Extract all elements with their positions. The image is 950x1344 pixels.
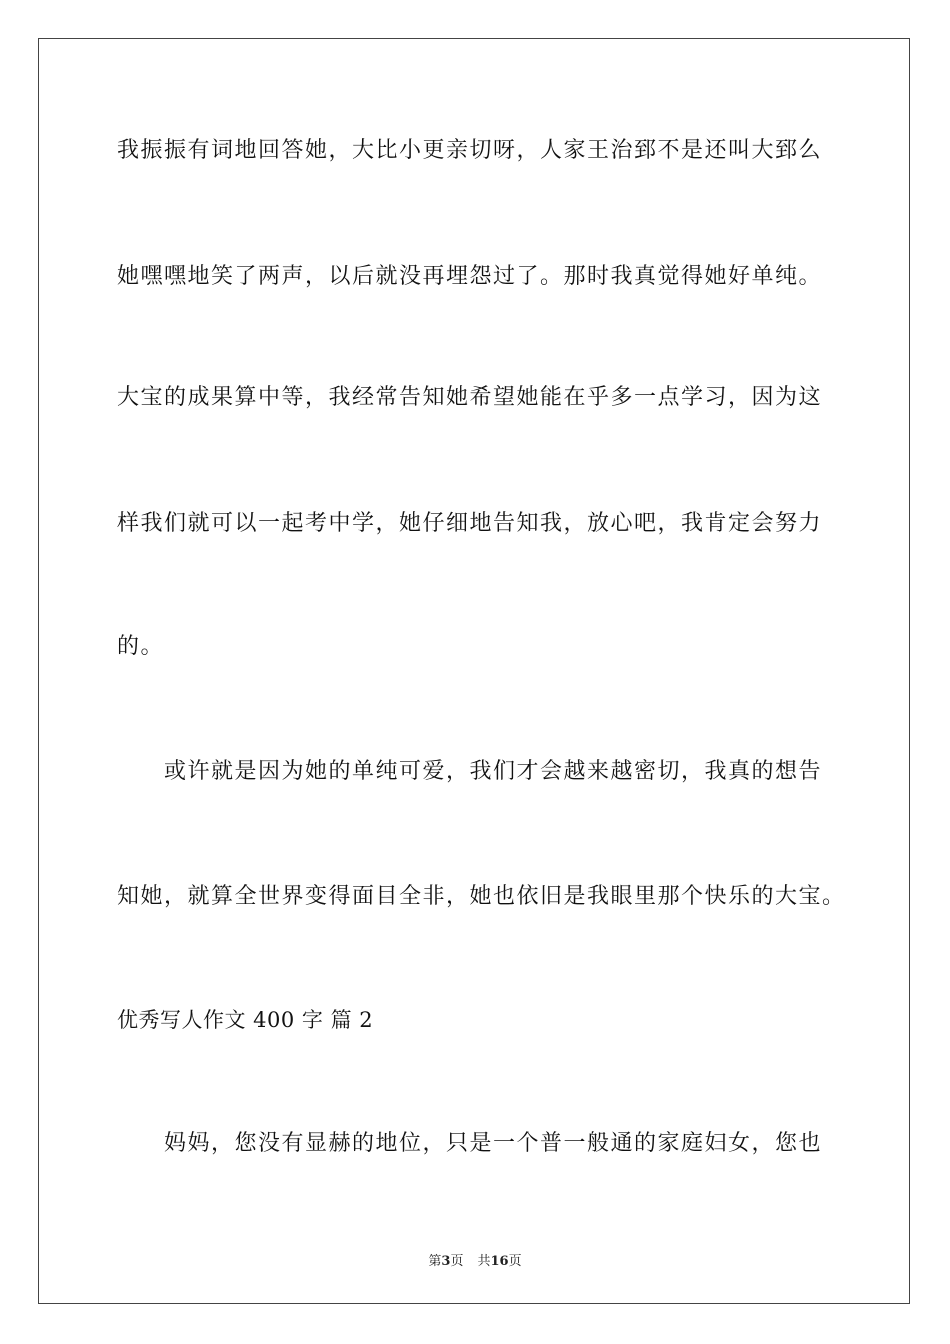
- footer-total-prefix: 共: [477, 1254, 491, 1269]
- section-heading: 优秀写人作文 400 字 篇 2: [117, 1008, 374, 1032]
- paragraph-line-2: 她嘿嘿地笑了两声，以后就没再埋怨过了。那时我真觉得她好单纯。: [117, 264, 823, 289]
- page-footer: [0, 1250, 950, 1269]
- footer-page-suffix: 页: [450, 1254, 464, 1269]
- paragraph-line-1: 我振振有词地回答她，大比小更亲切呀，人家王治郅不是还叫大郅么: [117, 138, 823, 163]
- paragraph-line-5: 的。: [117, 634, 165, 659]
- paragraph-line-6: 或许就是因为她的单纯可爱，我们才会越来越密切，我真的想告: [164, 759, 823, 784]
- page-border: [38, 38, 910, 1304]
- footer-total-suffix: 页: [508, 1254, 522, 1269]
- paragraph-line-3: 大宝的成果算中等，我经常告知她希望她能在乎多一点学习，因为这: [117, 385, 823, 410]
- paragraph-line-8: 妈妈，您没有显赫的地位，只是一个普一般通的家庭妇女，您也: [164, 1131, 823, 1156]
- footer-total-number: 16: [490, 1254, 509, 1269]
- paragraph-line-4: 样我们就可以一起考中学，她仔细地告知我，放心吧，我肯定会努力: [117, 511, 823, 536]
- footer-page-number: 3: [441, 1254, 451, 1269]
- footer-page-prefix: 第: [428, 1254, 442, 1269]
- paragraph-line-7: 知她，就算全世界变得面目全非，她也依旧是我眼里那个快乐的大宝。: [117, 884, 846, 909]
